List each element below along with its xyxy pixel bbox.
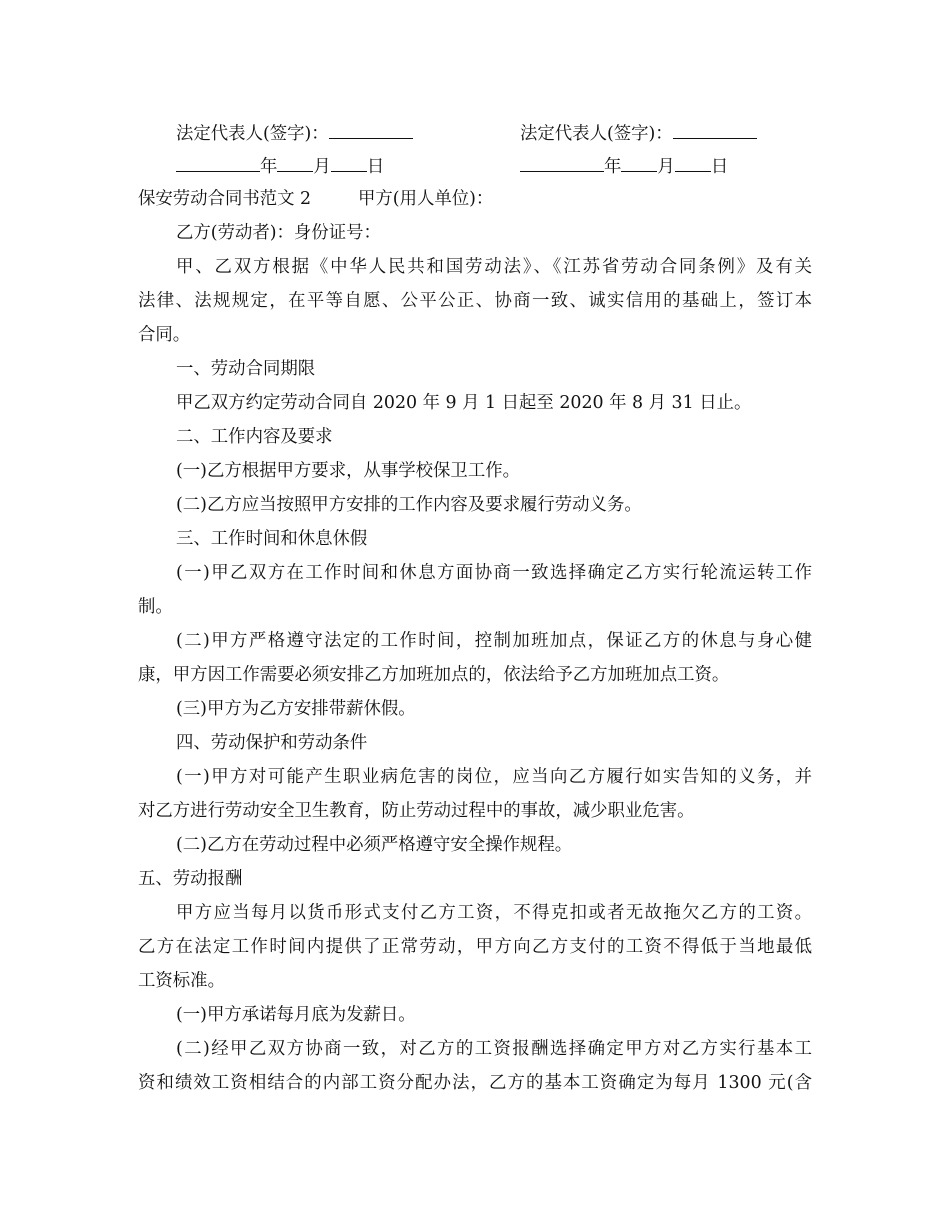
party-b-label: 乙方(劳动者)：身份证号： <box>176 223 381 243</box>
section-5-item-1: (一)甲方承诺每月底为发薪日。 <box>176 1005 416 1025</box>
signature-right-label-line <box>520 120 757 146</box>
section-5-heading: 五、劳动报酬 <box>138 869 243 889</box>
right-month-blank <box>621 153 657 172</box>
section-1-heading: 一、劳动合同期限 <box>176 359 316 379</box>
right-day-blank <box>675 153 711 172</box>
left-date-line <box>176 153 384 179</box>
section-3-item-2-line-1: (二)甲方严格遵守法定的工作时间，控制加班加点，保证乙方的休息与身心健 <box>176 631 812 651</box>
intro-line-3: 合同。 <box>138 325 191 345</box>
intro-line-2: 法律、法规规定，在平等自愿、公平公正、协商一致、诚实信用的基础上，签订本 <box>138 291 812 311</box>
section-4-item-2: (二)乙方在劳动过程中必须严格遵守安全操作规程。 <box>176 835 573 855</box>
section-3-item-1-line-2: 制。 <box>138 597 173 617</box>
right-day-label: 日 <box>710 157 729 177</box>
left-year-label: 年 <box>260 157 278 177</box>
section-2-heading: 二、工作内容及要求 <box>176 427 333 447</box>
right-legal-rep-label: 法定代表人(签字)： <box>520 124 673 144</box>
left-year-blank <box>176 153 260 172</box>
intro-line-1: 甲、乙双方根据《中华人民共和国劳动法》、《江苏省劳动合同条例》及有关 <box>176 257 812 277</box>
right-year-blank <box>520 153 604 172</box>
right-date-line <box>520 153 728 179</box>
left-signature-blank <box>329 120 413 139</box>
right-year-label: 年 <box>604 157 622 177</box>
left-legal-rep-label: 法定代表人(签字)： <box>176 124 329 144</box>
section-2-item-2: (二)乙方应当按照甲方安排的工作内容及要求履行劳动义务。 <box>176 495 642 515</box>
section-3-item-2-line-2: 康，甲方因工作需要必须安排乙方加班加点的，依法给予乙方加班加点工资。 <box>138 665 730 685</box>
section-5-para-line-3: 工资标准。 <box>138 971 225 991</box>
document-title: 保安劳动合同书范文 2 <box>138 189 312 209</box>
section-4-item-1-line-1: (一)甲方对可能产生职业病危害的岗位，应当向乙方履行如实告知的义务，并 <box>176 767 812 787</box>
right-signature-blank <box>673 120 757 139</box>
section-3-item-3: (三)甲方为乙方安排带薪休假。 <box>176 699 416 719</box>
section-5-para-line-1: 甲方应当每月以货币形式支付乙方工资，不得克扣或者无故拖欠乙方的工资。 <box>176 903 812 923</box>
left-day-label: 日 <box>366 157 385 177</box>
section-5-para-line-2: 乙方在法定工作时间内提供了正常劳动，甲方向乙方支付的工资不得低于当地最低 <box>138 937 812 957</box>
signature-left-label-line <box>176 120 413 146</box>
section-4-heading: 四、劳动保护和劳动条件 <box>176 733 368 753</box>
section-3-heading: 三、工作时间和休息休假 <box>176 529 368 549</box>
section-2-item-1: (一)乙方根据甲方要求，从事学校保卫工作。 <box>176 461 520 481</box>
right-month-label: 月 <box>657 157 675 177</box>
section-5-item-2-line-2: 资和绩效工资相结合的内部工资分配办法，乙方的基本工资确定为每月 1300 元(含 <box>138 1073 812 1093</box>
left-month-blank <box>277 153 313 172</box>
section-5-item-2-line-1: (二)经甲乙双方协商一致，对乙方的工资报酬选择确定甲方对乙方实行基本工 <box>176 1039 812 1059</box>
section-1-para: 甲乙双方约定劳动合同自 2020 年 9 月 1 日起至 2020 年 8 月 31 日止。 <box>176 393 752 413</box>
section-3-item-1-line-1: (一)甲乙双方在工作时间和休息方面协商一致选择确定乙方实行轮流运转工作 <box>176 563 812 583</box>
left-day-blank <box>331 153 367 172</box>
section-4-item-1-line-2: 对乙方进行劳动安全卫生教育，防止劳动过程中的事故，减少职业危害。 <box>138 801 695 821</box>
party-a-label: 甲方(用人单位)： <box>358 189 494 209</box>
left-month-label: 月 <box>313 157 331 177</box>
